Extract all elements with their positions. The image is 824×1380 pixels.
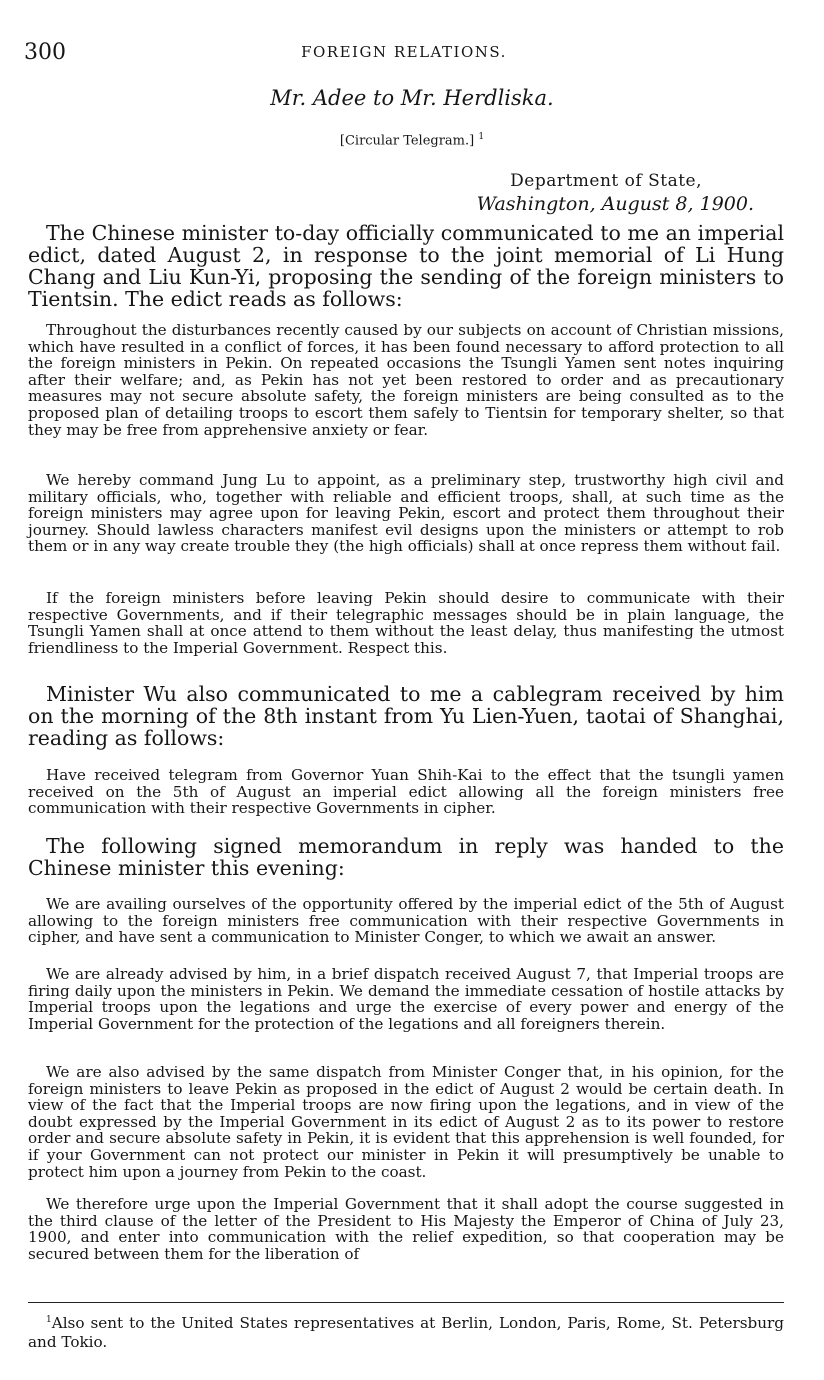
running-title: FOREIGN RELATIONS. xyxy=(301,43,507,61)
letter-title: Mr. Adee to Mr. Herdliska. xyxy=(270,86,554,110)
footnote-reference: 1 xyxy=(478,132,485,142)
cablegram-intro-paragraph: Minister Wu also communicated to me a cablegram received by him on the morning of the 8th instant from Yu Lien-Yuen, taotai of Shanghai, reading as follows: xyxy=(28,682,784,750)
edict-paragraph-2: We hereby command Jung Lu to appoint, as a preliminary step, trustworthy high civil and military officials, who, together with reliable and efficient troops, shall, at such time as the foreign ministers may agree upon for leaving Pekin, escort and protect them throughout their journey. Should lawless characters manifest evil designs upon the ministers or attempt to rob them or in any way create trouble they (the high officials) shall at once repress them without fail. xyxy=(28,471,784,556)
memorandum-intro-paragraph: The following signed memorandum in reply was handed to the Chinese minister this evening: xyxy=(28,834,784,880)
memorandum-paragraph-4: We therefore urge upon the Imperial Government that it shall adopt the course suggested in the third clause of the letter of the President to His Majesty the Emperor of China of July 23, 1900, and enter into communication with the relief expedition, so that cooperation may be secured between them for the liberation of xyxy=(28,1195,784,1263)
footnote-divider xyxy=(28,1302,784,1303)
edict-paragraph-1: Throughout the disturbances recently caused by our subjects on account of Christian missions, which have resulted in a conflict of forces, it has been found necessary to afford protection to all the foreign ministers in Pekin. On repeated occasions the Tsungli Yamen sent notes inquiring after their welfare; and, as Pekin has not yet been restored to order and as precautionary measures may not secure absolute safety, the foreign ministers are being consulted as to the proposed plan of detailing troops to escort them safely to Tientsin for temporary shelter, so that they may be free from apprehensive anxiety or fear. xyxy=(28,321,784,439)
department-line: Department of State, xyxy=(510,171,702,191)
footnote xyxy=(28,1311,784,1352)
page-header xyxy=(24,40,784,70)
intro-paragraph: The Chinese minister to-day officially communicated to me an imperial edict, dated August 2, in response to the joint memorial of Li Hung Chang and Liu Kun-Yi, proposing the sending of the foreign ministers to Tientsin. The edict reads as follows: xyxy=(28,221,784,311)
footnote-marker: 1 xyxy=(46,1315,52,1325)
memorandum-paragraph-2: We are already advised by him, in a brief dispatch received August 7, that Imperial troops are firing daily upon the ministers in Pekin. We demand the immediate cessation of hostile attacks by Imperial troops upon the legations and urge the exercise of every power and energy of the Imperial Government for the protection of the legations and all foreigners therein. xyxy=(28,965,784,1033)
page-number: 300 xyxy=(24,40,66,65)
edict-paragraph-3: If the foreign ministers before leaving Pekin should desire to communicate with their respective Governments, and if their telegraphic messages should be in plain language, the Tsungli Yamen shall at once attend to them without the least delay, thus manifesting the utmost friendliness to the Imperial Government. Respect this. xyxy=(28,589,784,657)
footnote-text: Also sent to the United States representatives at Berlin, London, Paris, Rome, St. Petersburg and Tokio. xyxy=(28,1314,784,1352)
subheading-text: [Circular Telegram.] xyxy=(339,133,475,149)
memorandum-paragraph-1: We are availing ourselves of the opportunity offered by the imperial edict of the 5th of August allowing to the foreign ministers free communication with their respective Governments in cipher, and have sent a communication to Minister Conger, to which we await an answer. xyxy=(28,895,784,947)
letter-subheading xyxy=(0,132,824,148)
dateline: Washington, August 8, 1900. xyxy=(476,193,754,215)
cablegram-paragraph: Have received telegram from Governor Yuan Shih-Kai to the effect that the tsungli yamen received on the 5th of August an imperial edict allowing all the foreign ministers free communication with their respective Governments in cipher. xyxy=(28,766,784,818)
memorandum-paragraph-3: We are also advised by the same dispatch from Minister Conger that, in his opinion, for the foreign ministers to leave Pekin as proposed in the edict of August 2 would be certain death. In view of the fact that the Imperial troops are now firing upon the legations, and in view of the doubt expressed by the Imperial Government in its edict of August 2 as to its power to restore order and secure absolute safety in Pekin, it is evident that this apprehension is well founded, for if your Government can not protect our minister in Pekin it will presumptively be unable to protect him upon a journey from Pekin to the coast. xyxy=(28,1063,784,1181)
